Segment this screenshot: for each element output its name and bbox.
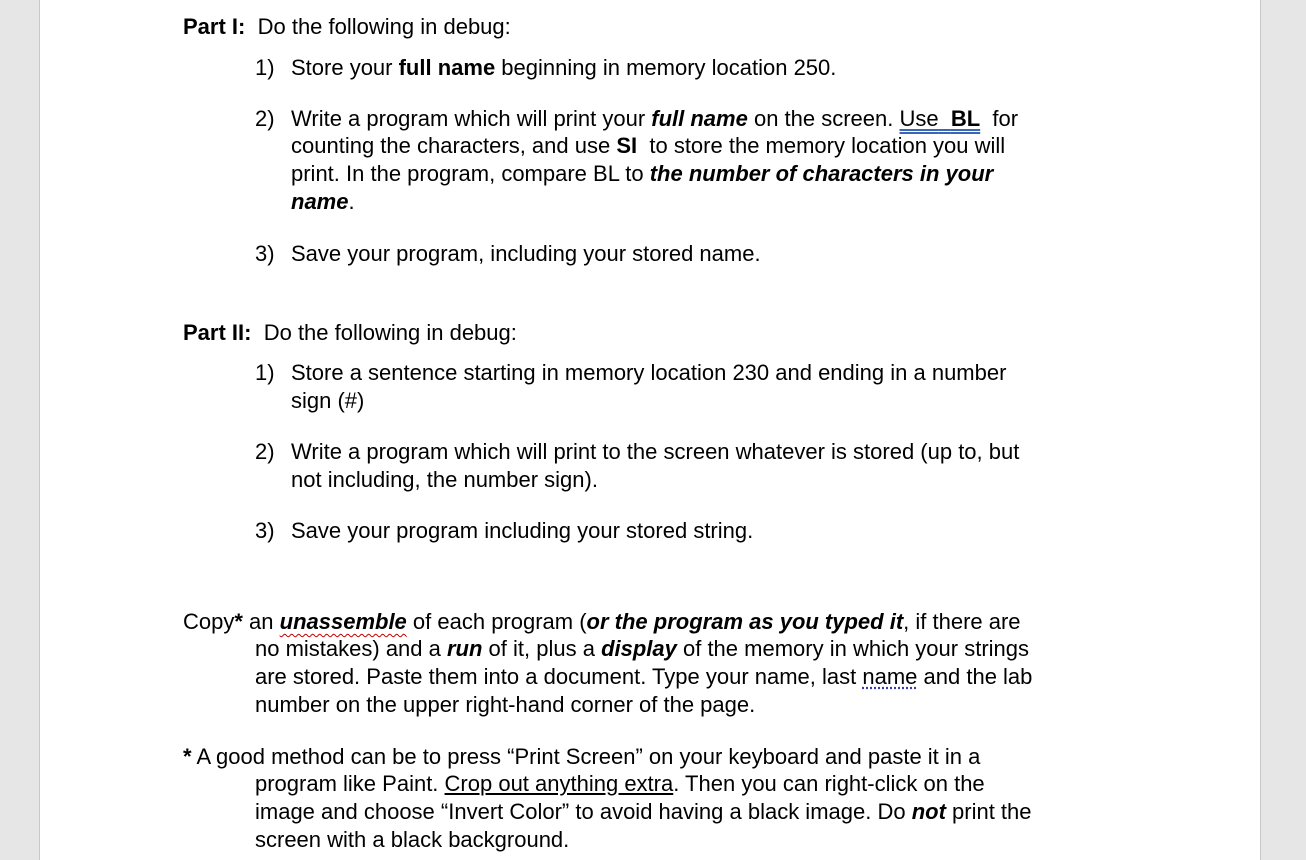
part2-item2-line1: Write a program which will print to the screen whatever is stored (up to, but [291, 439, 1020, 464]
part1-item2-line4: name. [291, 189, 355, 214]
copy-line2: no mistakes) and a run of it, plus a display of the memory in which your strings [255, 636, 1030, 661]
part1-item2-line3: print. In the program, compare BL to the number of characters in your [291, 161, 994, 186]
part2-item2-line2: not including, the number sign). [291, 467, 598, 492]
part2-item3-number: 3) [255, 518, 275, 543]
copy-line4: number on the upper right-hand corner of the page. [255, 692, 756, 717]
part1-item3-text: Save your program, including your stored name. [291, 241, 761, 266]
part1-item2-line1: Write a program which will print your full name on the screen. Use BL for [291, 106, 1019, 131]
use-bl-phrase: Use BL [899, 106, 981, 131]
copy-line3: are stored. Paste them into a document. Type your name, last name and the lab [255, 664, 1033, 689]
part2-heading: Part II: [183, 320, 252, 345]
part2-item1-number: 1) [255, 360, 275, 385]
part2-item2-number: 2) [255, 439, 275, 464]
part1-heading-line [183, 13, 511, 41]
part2-item1-line2: sign (#) [291, 388, 365, 413]
note-line3: image and choose “Invert Color” to avoid having a black image. Do not print the [255, 799, 1032, 824]
part1-item2-line2: counting the characters, and use SI to store the memory location you will [291, 133, 1006, 158]
part1-item2-number: 2) [255, 106, 275, 131]
crop-out-phrase: Crop out anything extra [444, 771, 674, 796]
copy-line1: Copy* an unassemble of each program (or the program as you typed it, if there are [183, 609, 1021, 634]
part1-item3-number: 3) [255, 241, 275, 266]
part1-heading: Part I: [183, 14, 246, 39]
part1-intro: Do the following in debug: [257, 14, 511, 39]
part2-item1-line1: Store a sentence starting in memory location 230 and ending in a number [291, 360, 1007, 385]
part1-item1-text: Store your full name beginning in memory location 250. [291, 55, 837, 80]
part1-item1-number: 1) [255, 55, 275, 80]
note-line1: * A good method can be to press “Print Screen” on your keyboard and paste it in a [183, 744, 981, 769]
part2-item3-text: Save your program including your stored string. [291, 518, 754, 543]
part2-heading-line [183, 319, 517, 347]
note-line2: program like Paint. Crop out anything extra. Then you can right-click on the [255, 771, 985, 796]
document-page [39, 0, 1261, 860]
note-line4: screen with a black background. [255, 827, 570, 852]
part2-intro: Do the following in debug: [263, 320, 517, 345]
unassemble-term: unassemble [279, 609, 407, 634]
